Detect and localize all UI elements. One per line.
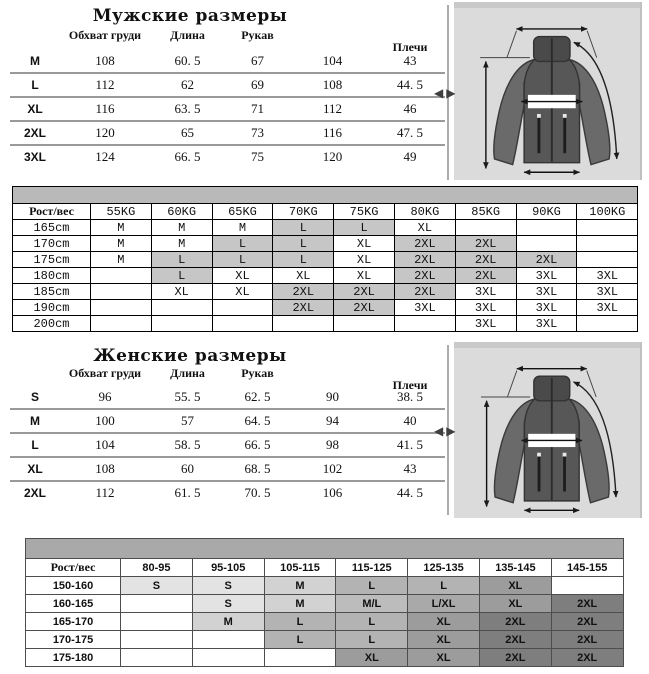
size-cell: M [212, 220, 273, 236]
size-cell: 3XL [516, 284, 577, 300]
spec-value: 106 [322, 485, 343, 500]
spec-value: 108 [95, 461, 115, 476]
col-header-length: Длина [170, 28, 205, 42]
spec-row-3XL [10, 146, 445, 168]
spec-value: 100 [95, 413, 115, 428]
size-cell: 3XL [516, 316, 577, 332]
matrix-row [13, 220, 638, 236]
size-cell: L [212, 236, 273, 252]
women-size-matrix-table [25, 538, 624, 667]
size-cell [91, 284, 152, 300]
size-cell: 2XL [551, 631, 623, 649]
size-label: 3XL [23, 150, 46, 164]
matrix-row [26, 631, 624, 649]
size-cell: 3XL [516, 268, 577, 284]
size-cell: L [151, 252, 212, 268]
weight-range-header: 135-145 [479, 559, 551, 577]
size-cell: XL [334, 268, 395, 284]
spec-value: 73 [251, 125, 264, 140]
size-cell: 2XL [273, 284, 334, 300]
spec-value: 62 [181, 77, 194, 92]
col-header-sleeve: Рукав [241, 366, 274, 380]
size-cell: XL [334, 236, 395, 252]
size-cell [577, 316, 638, 332]
spec-value: 70. 5 [244, 485, 271, 500]
spec-row-2XL [10, 482, 445, 504]
men-size-matrix-table [12, 186, 638, 332]
size-cell: M [192, 613, 264, 631]
men-size-matrix [12, 186, 638, 332]
size-cell: XL [334, 252, 395, 268]
spec-value: 58. 5 [174, 437, 201, 452]
size-cell: 2XL [394, 268, 455, 284]
size-cell: M [264, 595, 336, 613]
women-title: Женские размеры [93, 346, 287, 366]
size-cell: 3XL [577, 300, 638, 316]
size-cell: M [91, 236, 152, 252]
jacket-measurement-diagram-icon [456, 6, 640, 178]
matrix-row [13, 300, 638, 316]
height-label: 170cm [13, 236, 91, 252]
women-size-matrix [25, 538, 624, 667]
size-cell: S [192, 595, 264, 613]
size-cell: 2XL [455, 268, 516, 284]
col-header-length: Длина [170, 366, 205, 380]
matrix-row [26, 613, 624, 631]
spec-value: 116 [322, 125, 343, 140]
spec-value: 75 [251, 149, 264, 164]
weight-header: 100KG [577, 204, 638, 220]
size-cell [577, 236, 638, 252]
size-cell: L [273, 236, 334, 252]
size-cell: 2XL [551, 595, 623, 613]
left-arrow-icon: ◀ [434, 424, 444, 438]
size-cell [212, 300, 273, 316]
weight-header: 90KG [516, 204, 577, 220]
matrix-band-row [26, 539, 624, 559]
spec-value: 120 [322, 149, 343, 164]
height-label: 175cm [13, 252, 91, 268]
height-range-label: 170-175 [26, 631, 121, 649]
size-cell: L [273, 252, 334, 268]
matrix-row [13, 316, 638, 332]
spec-value: 40 [403, 413, 417, 428]
carousel-arrows [434, 424, 455, 438]
size-cell: 3XL [577, 284, 638, 300]
height-label: 180cm [13, 268, 91, 284]
men-spec-table [10, 50, 445, 168]
spec-value: 57 [181, 413, 194, 428]
size-cell: 2XL [551, 613, 623, 631]
size-cell [121, 595, 193, 613]
size-cell: XL [479, 595, 551, 613]
size-cell: 2XL [479, 631, 551, 649]
size-label: S [30, 390, 39, 404]
weight-range-header: 80-95 [121, 559, 193, 577]
size-cell: XL [479, 577, 551, 595]
size-cell: 3XL [394, 300, 455, 316]
spec-value: 65 [181, 125, 194, 140]
spec-row-L [10, 434, 445, 458]
men-title: Мужские размеры [92, 6, 288, 26]
col-header-shoulders: Плечи [392, 378, 428, 392]
spec-value: 67 [251, 53, 264, 68]
size-label: 2XL [23, 486, 46, 500]
spec-value: 112 [95, 485, 115, 500]
spec-row-XL [10, 458, 445, 482]
spec-value: 108 [95, 53, 115, 68]
weight-range-header: 125-135 [408, 559, 480, 577]
size-cell: 2XL [479, 613, 551, 631]
matrix-row [13, 268, 638, 284]
weight-range-header: 145-155 [551, 559, 623, 577]
size-cell: L [151, 268, 212, 284]
size-cell: M [264, 577, 336, 595]
size-cell: 2XL [273, 300, 334, 316]
spec-value: 43 [403, 53, 417, 68]
right-arrow-icon: ▶ [446, 424, 456, 438]
size-cell [264, 649, 336, 667]
matrix-row [13, 236, 638, 252]
size-cell: XL [212, 284, 273, 300]
spec-value: 38. 5 [397, 389, 423, 404]
col-header-shoulders: Плечи [392, 40, 428, 54]
weight-range-header: 105-115 [264, 559, 336, 577]
spec-value: 104 [322, 53, 343, 68]
height-label: 200cm [13, 316, 91, 332]
spec-value: 62. 5 [244, 389, 271, 404]
size-label: XL [27, 102, 43, 116]
spec-value: 66. 5 [174, 149, 201, 164]
spec-value: 90 [326, 389, 339, 404]
size-cell: M [91, 220, 152, 236]
size-cell: M [91, 252, 152, 268]
height-range-label: 165-170 [26, 613, 121, 631]
matrix-row [26, 595, 624, 613]
size-cell: M [151, 236, 212, 252]
size-cell [516, 236, 577, 252]
size-label: 2XL [23, 126, 46, 140]
size-cell: 2XL [394, 252, 455, 268]
right-arrow-icon: ▶ [446, 86, 456, 100]
size-cell: L [408, 577, 480, 595]
size-cell: L [334, 220, 395, 236]
men-jacket-image [454, 2, 642, 180]
size-cell: 2XL [334, 300, 395, 316]
size-cell: 3XL [516, 300, 577, 316]
size-cell: XL [408, 649, 480, 667]
size-cell: XL [408, 613, 480, 631]
size-cell: L [273, 220, 334, 236]
spec-value: 66. 5 [244, 437, 271, 452]
size-cell [151, 316, 212, 332]
spec-value: 96 [98, 389, 112, 404]
size-cell: 3XL [455, 316, 516, 332]
matrix-row [13, 284, 638, 300]
size-cell: L/XL [408, 595, 480, 613]
left-arrow-icon: ◀ [434, 86, 444, 100]
spec-value: 43 [403, 461, 417, 476]
matrix-row [26, 649, 624, 667]
spec-value: 64. 5 [244, 413, 271, 428]
size-cell [91, 268, 152, 284]
size-cell: M [151, 220, 212, 236]
spec-row-L [10, 74, 445, 98]
col-header-sleeve: Рукав [241, 28, 274, 42]
spec-value: 69 [251, 77, 264, 92]
col-header-chest: Обхват груди [68, 28, 142, 42]
spec-value: 55. 5 [174, 389, 201, 404]
size-cell: 2XL [455, 252, 516, 268]
size-cell [334, 316, 395, 332]
matrix-row [26, 577, 624, 595]
size-cell [577, 220, 638, 236]
height-range-label: 175-180 [26, 649, 121, 667]
spec-value: 46 [403, 101, 417, 116]
spec-value: 44. 5 [397, 485, 423, 500]
spec-value: 60 [181, 461, 194, 476]
spec-value: 71 [251, 101, 264, 116]
size-cell [192, 649, 264, 667]
women-spec-table [10, 386, 445, 504]
jacket-measurement-diagram-icon [456, 346, 640, 516]
spec-row-M [10, 410, 445, 434]
size-cell: L [212, 252, 273, 268]
size-label: L [31, 438, 39, 452]
spec-value: 124 [95, 149, 115, 164]
size-cell: XL [336, 649, 408, 667]
size-cell [273, 316, 334, 332]
spec-value: 61. 5 [174, 485, 201, 500]
size-cell [192, 631, 264, 649]
size-cell: L [336, 613, 408, 631]
corner-label: Рост/вес [13, 204, 91, 220]
spec-value: 94 [326, 413, 339, 428]
size-cell: S [121, 577, 193, 595]
carousel-arrows [434, 86, 455, 100]
size-label: L [31, 78, 39, 92]
matrix-row [13, 252, 638, 268]
weight-header: 80KG [394, 204, 455, 220]
weight-header: 85KG [455, 204, 516, 220]
matrix-header-row [26, 559, 624, 577]
spec-row-XL [10, 98, 445, 122]
size-cell [151, 300, 212, 316]
corner-label: Рост/вес [26, 559, 121, 577]
size-label: M [30, 54, 40, 68]
size-label: XL [27, 462, 43, 476]
size-cell: 2XL [394, 284, 455, 300]
weight-range-header: 95-105 [192, 559, 264, 577]
size-cell: M/L [336, 595, 408, 613]
matrix-header-row [13, 204, 638, 220]
spec-value: 112 [95, 77, 115, 92]
height-range-label: 160-165 [26, 595, 121, 613]
size-cell: 3XL [455, 284, 516, 300]
size-cell: XL [273, 268, 334, 284]
spec-value: 108 [322, 77, 343, 92]
height-range-label: 150-160 [26, 577, 121, 595]
spec-value: 41. 5 [397, 437, 423, 452]
size-cell: S [192, 577, 264, 595]
spec-value: 47. 5 [397, 125, 423, 140]
size-cell: 2XL [334, 284, 395, 300]
size-cell [212, 316, 273, 332]
spec-value: 120 [95, 125, 115, 140]
spec-value: 60. 5 [174, 53, 201, 68]
col-header-chest: Обхват груди [68, 366, 142, 380]
weight-header: 70KG [273, 204, 334, 220]
size-cell [121, 631, 193, 649]
size-cell: XL [212, 268, 273, 284]
spec-value: 68. 5 [244, 461, 271, 476]
size-cell: 3XL [455, 300, 516, 316]
spec-value: 112 [322, 101, 343, 116]
size-cell [91, 316, 152, 332]
spec-row-2XL [10, 122, 445, 146]
size-cell [394, 316, 455, 332]
size-cell: L [264, 631, 336, 649]
weight-header: 65KG [212, 204, 273, 220]
spec-value: 63. 5 [174, 101, 201, 116]
size-cell: L [264, 613, 336, 631]
spec-row-M [10, 50, 445, 74]
weight-range-header: 115-125 [336, 559, 408, 577]
height-label: 165cm [13, 220, 91, 236]
spec-value: 116 [95, 101, 115, 116]
size-cell: 2XL [455, 236, 516, 252]
size-cell [121, 649, 193, 667]
size-cell [577, 252, 638, 268]
spec-value: 102 [322, 461, 343, 476]
weight-header: 75KG [334, 204, 395, 220]
size-cell [121, 613, 193, 631]
spec-value: 104 [95, 437, 115, 452]
size-cell: L [336, 631, 408, 649]
size-cell: XL [408, 631, 480, 649]
size-cell: 2XL [551, 649, 623, 667]
size-cell [455, 220, 516, 236]
spec-row-S [10, 386, 445, 410]
matrix-band-row [13, 187, 638, 204]
size-cell: XL [394, 220, 455, 236]
size-label: M [30, 414, 40, 428]
weight-header: 60KG [151, 204, 212, 220]
size-cell: 2XL [516, 252, 577, 268]
size-cell: 2XL [394, 236, 455, 252]
height-label: 190cm [13, 300, 91, 316]
size-cell: 2XL [479, 649, 551, 667]
height-label: 185cm [13, 284, 91, 300]
size-cell [551, 577, 623, 595]
weight-header: 55KG [91, 204, 152, 220]
women-jacket-image [454, 342, 642, 518]
spec-value: 49 [403, 149, 417, 164]
size-cell [91, 300, 152, 316]
spec-value: 98 [326, 437, 339, 452]
size-cell [516, 220, 577, 236]
size-cell: 3XL [577, 268, 638, 284]
size-cell: L [336, 577, 408, 595]
size-cell: XL [151, 284, 212, 300]
spec-value: 44. 5 [397, 77, 423, 92]
